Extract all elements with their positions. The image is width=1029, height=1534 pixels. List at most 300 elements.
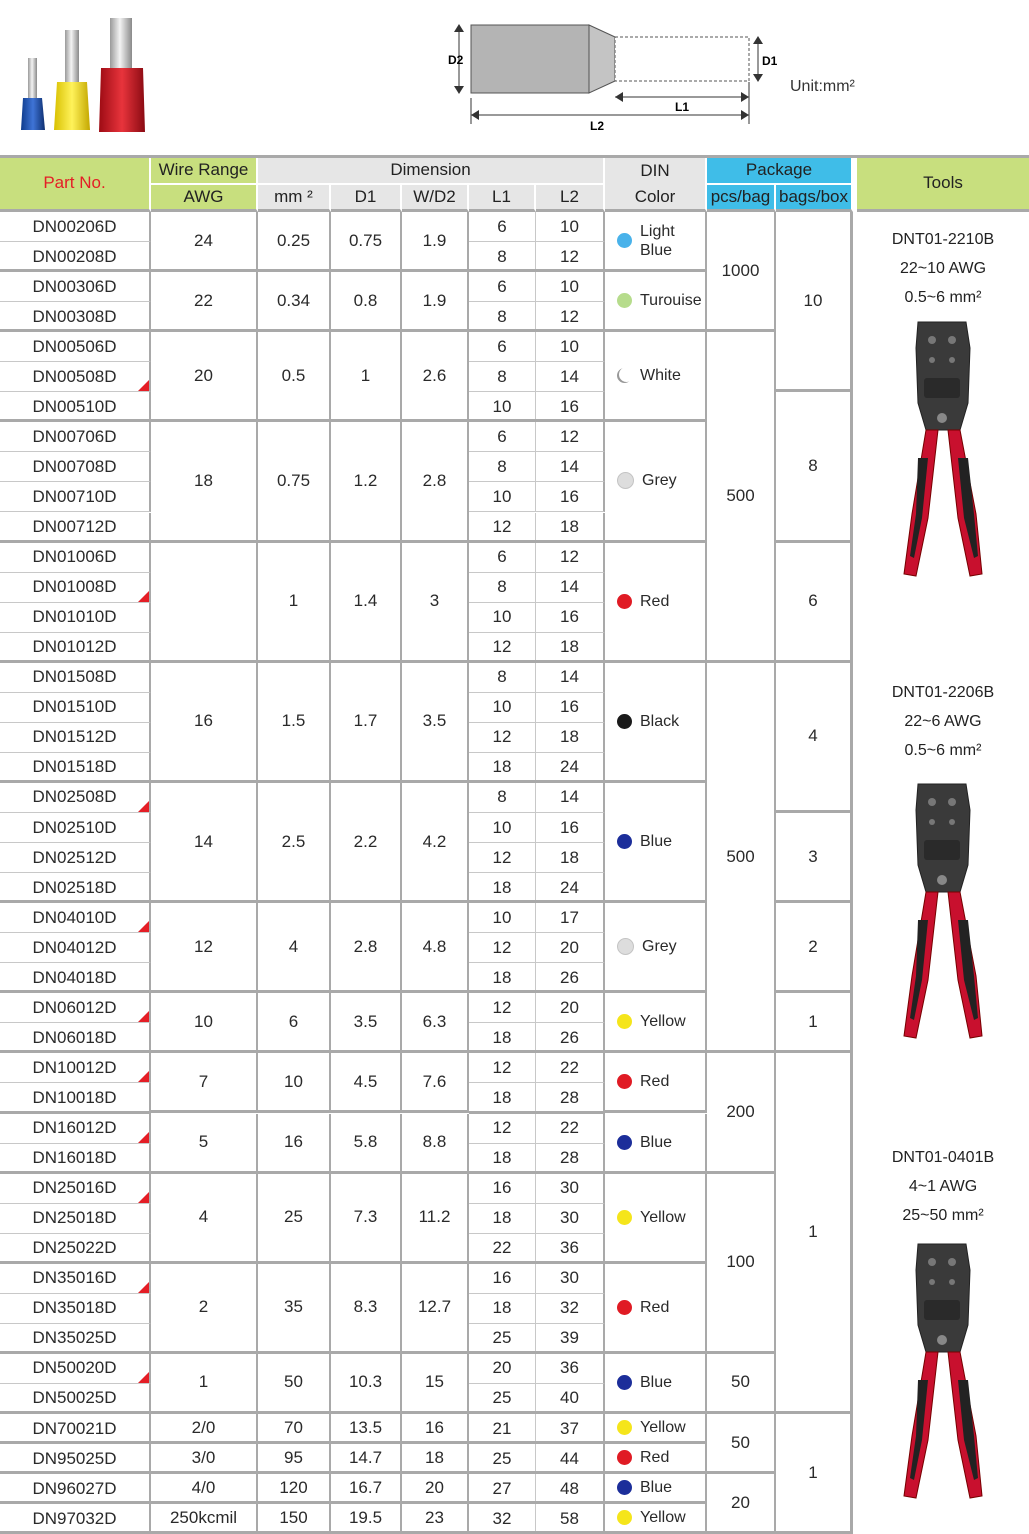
group-divider xyxy=(0,1471,151,1474)
bags-per-box-cell: 1 xyxy=(776,1053,853,1414)
l2-cell: 26 xyxy=(536,1023,605,1053)
l2-cell: 40 xyxy=(536,1384,605,1414)
d1-cell: 10.3 xyxy=(331,1354,402,1414)
part-number-cell: DN01010D xyxy=(0,603,151,633)
color-name: Grey xyxy=(642,938,677,956)
mm2-cell: 1.5 xyxy=(258,663,331,783)
l1-cell: 8 xyxy=(469,362,536,392)
din-color-cell xyxy=(605,422,707,542)
part-number-cell: DN35018D xyxy=(0,1294,151,1324)
wd2-cell: 20 xyxy=(402,1474,469,1504)
l1-cell: 27 xyxy=(469,1474,536,1504)
part-number-cell: DN01510D xyxy=(0,693,151,723)
header-bags-box: bags/box xyxy=(776,185,853,212)
color-swatch-icon xyxy=(617,1420,632,1435)
wd2-cell: 4.2 xyxy=(402,783,469,903)
din-color-cell xyxy=(605,1264,707,1354)
part-number-cell: DN04012D xyxy=(0,933,151,963)
l2-cell: 36 xyxy=(536,1354,605,1384)
header-wire-range: Wire Range xyxy=(151,157,258,185)
awg-cell: 2 xyxy=(151,1264,258,1354)
crimping-tool-icon xyxy=(898,1240,988,1505)
part-number-cell: DN35025D xyxy=(0,1324,151,1354)
l1-cell: 12 xyxy=(469,513,536,543)
l1-cell: 8 xyxy=(469,663,536,693)
d1-cell: 4.5 xyxy=(331,1053,402,1113)
part-number-cell: DN00510D xyxy=(0,392,151,422)
part-number-cell: DN01512D xyxy=(0,723,151,753)
l2-cell: 17 xyxy=(536,903,605,933)
l1-cell: 12 xyxy=(469,993,536,1023)
part-number-cell: DN16012D xyxy=(0,1114,151,1144)
l1-cell: 25 xyxy=(469,1444,536,1474)
l1-cell: 18 xyxy=(469,1294,536,1324)
l2-cell: 18 xyxy=(536,843,605,873)
color-swatch-icon xyxy=(617,1300,632,1315)
color-name: Yellow xyxy=(640,1509,686,1527)
wd2-cell: 2.6 xyxy=(402,332,469,422)
new-item-marker xyxy=(138,921,149,932)
l2-cell: 28 xyxy=(536,1083,605,1113)
wd2-cell: 1.9 xyxy=(402,272,469,332)
l2-cell: 20 xyxy=(536,993,605,1023)
color-swatch-icon xyxy=(617,1210,632,1225)
color-name: Light Blue xyxy=(640,222,675,259)
part-number-cell: DN01508D xyxy=(0,663,151,693)
l2-cell: 48 xyxy=(536,1474,605,1504)
color-name: Blue xyxy=(640,833,673,851)
d1-cell: 3.5 xyxy=(331,993,402,1053)
mm2-cell: 4 xyxy=(258,903,331,993)
awg-cell: 24 xyxy=(151,212,258,272)
l1-cell: 18 xyxy=(469,1144,536,1174)
color-swatch-icon xyxy=(617,714,632,729)
mm2-cell: 120 xyxy=(258,1474,331,1504)
l1-cell: 10 xyxy=(469,813,536,843)
part-number-cell: DN25016D xyxy=(0,1174,151,1204)
part-number-cell: DN04010D xyxy=(0,903,151,933)
tool-range: 25~50 mm² xyxy=(902,1207,984,1224)
pcs-per-bag-cell: 100 xyxy=(707,1174,776,1354)
l1-cell: 6 xyxy=(469,212,536,242)
awg-cell: 12 xyxy=(151,903,258,993)
din-color-cell xyxy=(605,1504,707,1534)
mm2-cell: 0.34 xyxy=(258,272,331,332)
part-number-cell: DN00706D xyxy=(0,422,151,452)
din-color-cell xyxy=(605,1354,707,1414)
part-number-cell: DN00708D xyxy=(0,452,151,482)
l1-cell: 21 xyxy=(469,1414,536,1444)
group-divider xyxy=(469,1441,605,1444)
l1-cell: 16 xyxy=(469,1174,536,1204)
mm2-cell: 0.75 xyxy=(258,422,331,542)
l1-cell: 6 xyxy=(469,543,536,573)
part-number-cell: DN01012D xyxy=(0,633,151,663)
awg-cell: 250kcmil xyxy=(151,1504,258,1534)
din-color-cell xyxy=(605,783,707,903)
group-divider xyxy=(0,900,151,903)
mm2-cell: 1 xyxy=(258,543,331,663)
bags-per-box-cell: 1 xyxy=(776,1414,853,1534)
wd2-cell: 3.5 xyxy=(402,663,469,783)
l2-cell: 14 xyxy=(536,663,605,693)
awg-cell: 22 xyxy=(151,272,258,332)
part-number-cell: DN01006D xyxy=(0,543,151,573)
header-color: Color xyxy=(605,185,707,212)
wd2-cell: 18 xyxy=(402,1444,469,1474)
part-number-cell: DN10012D xyxy=(0,1053,151,1083)
l2-cell: 39 xyxy=(536,1324,605,1354)
l2-cell: 16 xyxy=(536,693,605,723)
din-color-cell xyxy=(605,1444,707,1474)
group-divider xyxy=(469,1471,605,1474)
color-swatch-icon xyxy=(617,1510,632,1525)
unit-label: Unit:mm² xyxy=(790,78,855,95)
mm2-cell: 35 xyxy=(258,1264,331,1354)
new-item-marker xyxy=(138,1282,149,1293)
mm2-cell: 50 xyxy=(258,1354,331,1414)
color-swatch-icon xyxy=(617,1480,632,1495)
l1-cell: 12 xyxy=(469,1114,536,1144)
l2-cell: 58 xyxy=(536,1504,605,1534)
l1-cell: 10 xyxy=(469,903,536,933)
header-l1: L1 xyxy=(469,185,536,212)
bags-per-box-cell: 3 xyxy=(776,813,853,903)
group-divider xyxy=(0,1441,151,1444)
diagram-label-d2: D2 xyxy=(448,53,464,67)
pcs-per-bag-cell: 200 xyxy=(707,1053,776,1173)
mm2-cell: 95 xyxy=(258,1444,331,1474)
color-name: Red xyxy=(640,1298,670,1316)
group-divider xyxy=(469,269,605,272)
part-number-cell: DN00306D xyxy=(0,272,151,302)
din-color-cell xyxy=(605,1414,707,1444)
din-color-cell xyxy=(605,1114,707,1174)
d1-cell: 2.8 xyxy=(331,903,402,993)
color-name: Yellow xyxy=(640,1419,686,1437)
din-color-cell xyxy=(605,212,707,272)
wd2-cell: 2.8 xyxy=(402,422,469,542)
tool-model: DNT01-0401B xyxy=(891,1149,995,1166)
part-number-cell: DN00506D xyxy=(0,332,151,362)
din-color-cell xyxy=(605,663,707,783)
header-tools: Tools xyxy=(857,157,1029,212)
group-divider xyxy=(469,419,605,422)
l1-cell: 20 xyxy=(469,1354,536,1384)
l1-cell: 12 xyxy=(469,633,536,663)
header-top-rule xyxy=(0,155,1029,158)
group-divider xyxy=(469,1501,605,1504)
group-divider xyxy=(469,1171,605,1174)
l2-cell: 18 xyxy=(536,513,605,543)
din-color-cell xyxy=(605,1053,707,1113)
din-color-cell xyxy=(605,1174,707,1264)
color-name: Black xyxy=(640,712,680,730)
color-name: Red xyxy=(640,1073,670,1091)
pcs-per-bag-cell: 1000 xyxy=(707,212,776,332)
color-swatch-icon xyxy=(617,938,634,955)
color-name: Blue xyxy=(640,1479,673,1497)
l1-cell: 18 xyxy=(469,1023,536,1053)
l1-cell: 32 xyxy=(469,1504,536,1534)
group-divider xyxy=(0,780,151,783)
l1-cell: 18 xyxy=(469,963,536,993)
bags-per-box-cell: 6 xyxy=(776,543,853,663)
part-number-cell: DN25018D xyxy=(0,1204,151,1234)
l2-cell: 30 xyxy=(536,1204,605,1234)
group-divider xyxy=(469,990,605,993)
wd2-cell: 16 xyxy=(402,1414,469,1444)
group-divider xyxy=(0,1171,151,1174)
bags-per-box-cell: 8 xyxy=(776,392,853,542)
l2-cell: 14 xyxy=(536,783,605,813)
new-item-marker xyxy=(138,380,149,391)
l1-cell: 16 xyxy=(469,1264,536,1294)
awg-cell: 16 xyxy=(151,663,258,783)
group-divider xyxy=(0,1050,151,1053)
l2-cell: 10 xyxy=(536,272,605,302)
awg-cell: 5 xyxy=(151,1114,258,1174)
l2-cell: 16 xyxy=(536,482,605,512)
mm2-cell: 150 xyxy=(258,1504,331,1534)
pcs-per-bag-cell: 50 xyxy=(707,1414,776,1474)
d1-cell: 13.5 xyxy=(331,1414,402,1444)
crimping-tool-icon xyxy=(898,780,988,1045)
din-color-cell xyxy=(605,903,707,993)
d1-cell: 19.5 xyxy=(331,1504,402,1534)
group-divider xyxy=(469,780,605,783)
color-swatch-icon xyxy=(617,1375,632,1390)
l1-cell: 22 xyxy=(469,1234,536,1264)
color-name: Blue xyxy=(640,1133,673,1151)
color-name: Yellow xyxy=(640,1208,686,1226)
d1-cell: 1.4 xyxy=(331,543,402,663)
l1-cell: 12 xyxy=(469,1053,536,1083)
l2-cell: 32 xyxy=(536,1294,605,1324)
color-swatch-icon xyxy=(617,594,632,609)
din-color-cell xyxy=(605,332,707,422)
l2-cell: 16 xyxy=(536,392,605,422)
l1-cell: 8 xyxy=(469,573,536,603)
pcs-per-bag-cell: 50 xyxy=(707,1354,776,1414)
color-swatch-icon xyxy=(617,233,632,248)
part-number-cell: DN25022D xyxy=(0,1234,151,1264)
l1-cell: 8 xyxy=(469,783,536,813)
part-number-cell: DN96027D xyxy=(0,1474,151,1504)
tool-spec xyxy=(857,678,1029,765)
l1-cell: 25 xyxy=(469,1384,536,1414)
din-color-cell xyxy=(605,543,707,663)
l2-cell: 16 xyxy=(536,603,605,633)
part-number-cell: DN00208D xyxy=(0,242,151,272)
header-package: Package xyxy=(707,157,853,185)
color-name: Red xyxy=(640,1449,670,1467)
part-number-cell: DN06018D xyxy=(0,1023,151,1053)
d1-cell: 16.7 xyxy=(331,1474,402,1504)
l2-cell: 16 xyxy=(536,813,605,843)
group-divider xyxy=(469,1111,605,1114)
l2-cell: 18 xyxy=(536,723,605,753)
l2-cell: 12 xyxy=(536,543,605,573)
l1-cell: 18 xyxy=(469,753,536,783)
pcs-per-bag-cell: 20 xyxy=(707,1474,776,1534)
header-pcs-bag: pcs/bag xyxy=(707,185,776,212)
header-awg: AWG xyxy=(151,185,258,212)
part-number-cell: DN70021D xyxy=(0,1414,151,1444)
awg-cell: 10 xyxy=(151,993,258,1053)
l2-cell: 12 xyxy=(536,302,605,332)
l1-cell: 12 xyxy=(469,843,536,873)
group-divider xyxy=(469,540,605,543)
l2-cell: 36 xyxy=(536,1234,605,1264)
diagram-label-l1: L1 xyxy=(675,100,690,114)
l2-cell: 12 xyxy=(536,242,605,272)
group-divider xyxy=(0,1351,151,1354)
new-item-marker xyxy=(138,1132,149,1143)
awg-cell xyxy=(151,543,258,663)
color-swatch-icon xyxy=(617,1135,632,1150)
wd2-cell: 3 xyxy=(402,543,469,663)
group-divider xyxy=(469,1261,605,1264)
new-item-marker xyxy=(138,1071,149,1082)
tool-awg: 22~6 AWG xyxy=(904,713,982,730)
l2-cell: 26 xyxy=(536,963,605,993)
l1-cell: 18 xyxy=(469,1083,536,1113)
group-divider xyxy=(0,329,151,332)
l2-cell: 10 xyxy=(536,212,605,242)
header-part-no: Part No. xyxy=(0,157,151,212)
awg-cell: 20 xyxy=(151,332,258,422)
l2-cell: 14 xyxy=(536,452,605,482)
l1-cell: 18 xyxy=(469,873,536,903)
l1-cell: 10 xyxy=(469,603,536,633)
new-item-marker xyxy=(138,591,149,602)
l2-cell: 14 xyxy=(536,362,605,392)
part-number-cell: DN06012D xyxy=(0,993,151,1023)
group-divider xyxy=(469,329,605,332)
group-divider xyxy=(0,269,151,272)
l2-cell: 20 xyxy=(536,933,605,963)
awg-cell: 1 xyxy=(151,1354,258,1414)
l1-cell: 6 xyxy=(469,272,536,302)
mm2-cell: 2.5 xyxy=(258,783,331,903)
part-number-cell: DN01518D xyxy=(0,753,151,783)
header-d1: D1 xyxy=(331,185,402,212)
tool-awg: 22~10 AWG xyxy=(899,260,987,277)
group-divider xyxy=(0,1111,151,1114)
color-swatch-icon xyxy=(617,1074,632,1089)
l2-cell: 18 xyxy=(536,633,605,663)
color-swatch-icon xyxy=(617,1450,632,1465)
group-divider xyxy=(0,1261,151,1264)
pcs-per-bag-cell: 500 xyxy=(707,332,776,663)
wd2-cell: 11.2 xyxy=(402,1174,469,1264)
tool-awg: 4~1 AWG xyxy=(908,1178,978,1195)
mm2-cell: 25 xyxy=(258,1174,331,1264)
awg-cell: 2/0 xyxy=(151,1414,258,1444)
part-number-cell: DN16018D xyxy=(0,1144,151,1174)
header-l2: L2 xyxy=(536,185,605,212)
wd2-cell: 4.8 xyxy=(402,903,469,993)
l1-cell: 10 xyxy=(469,392,536,422)
part-number-cell: DN50025D xyxy=(0,1384,151,1414)
bags-per-box-cell: 4 xyxy=(776,663,853,813)
part-number-cell: DN97032D xyxy=(0,1504,151,1534)
d1-cell: 2.2 xyxy=(331,783,402,903)
l2-cell: 24 xyxy=(536,753,605,783)
l1-cell: 18 xyxy=(469,1204,536,1234)
group-divider xyxy=(469,1050,605,1053)
mm2-cell: 0.5 xyxy=(258,332,331,422)
color-swatch-icon xyxy=(617,834,632,849)
awg-cell: 4/0 xyxy=(151,1474,258,1504)
l2-cell: 37 xyxy=(536,1414,605,1444)
l1-cell: 8 xyxy=(469,302,536,332)
awg-cell: 7 xyxy=(151,1053,258,1113)
awg-cell: 14 xyxy=(151,783,258,903)
d1-cell: 0.8 xyxy=(331,272,402,332)
l2-cell: 14 xyxy=(536,573,605,603)
header-din: DIN xyxy=(605,157,707,185)
header-wd2: W/D2 xyxy=(402,185,469,212)
bags-per-box-cell: 10 xyxy=(776,212,853,392)
header-dimension: Dimension xyxy=(258,157,605,185)
part-number-cell: DN01008D xyxy=(0,573,151,603)
wd2-cell: 8.8 xyxy=(402,1114,469,1174)
part-number-cell: DN00712D xyxy=(0,513,151,543)
color-swatch-icon xyxy=(617,368,632,383)
d1-cell: 1.2 xyxy=(331,422,402,542)
part-number-cell: DN50020D xyxy=(0,1354,151,1384)
tool-spec xyxy=(857,225,1029,312)
group-divider xyxy=(0,660,151,663)
part-number-cell: DN35016D xyxy=(0,1264,151,1294)
d1-cell: 0.75 xyxy=(331,212,402,272)
mm2-cell: 70 xyxy=(258,1414,331,1444)
din-color-cell xyxy=(605,1474,707,1504)
wd2-cell: 1.9 xyxy=(402,212,469,272)
new-item-marker xyxy=(138,1372,149,1383)
part-number-cell: DN00508D xyxy=(0,362,151,392)
group-divider xyxy=(0,419,151,422)
awg-cell: 18 xyxy=(151,422,258,542)
color-name: Turouise xyxy=(640,292,702,310)
din-color-cell xyxy=(605,993,707,1053)
l2-cell: 12 xyxy=(536,422,605,452)
bags-per-box-cell: 2 xyxy=(776,903,853,993)
color-swatch-icon xyxy=(617,1014,632,1029)
wd2-cell: 7.6 xyxy=(402,1053,469,1113)
new-item-marker xyxy=(138,1011,149,1022)
mm2-cell: 0.25 xyxy=(258,212,331,272)
group-divider xyxy=(469,660,605,663)
l1-cell: 8 xyxy=(469,452,536,482)
d1-cell: 7.3 xyxy=(331,1174,402,1264)
tool-range: 0.5~6 mm² xyxy=(904,289,982,306)
crimping-tool-icon xyxy=(898,318,988,583)
l2-cell: 24 xyxy=(536,873,605,903)
header-mm2: mm ² xyxy=(258,185,331,212)
l1-cell: 10 xyxy=(469,693,536,723)
color-name: White xyxy=(640,367,681,385)
d1-cell: 8.3 xyxy=(331,1264,402,1354)
group-divider xyxy=(469,900,605,903)
part-number-cell: DN04018D xyxy=(0,963,151,993)
part-number-cell: DN95025D xyxy=(0,1444,151,1474)
part-number-cell: DN10018D xyxy=(0,1083,151,1113)
tool-model: DNT01-2210B xyxy=(891,231,995,248)
l2-cell: 22 xyxy=(536,1053,605,1083)
